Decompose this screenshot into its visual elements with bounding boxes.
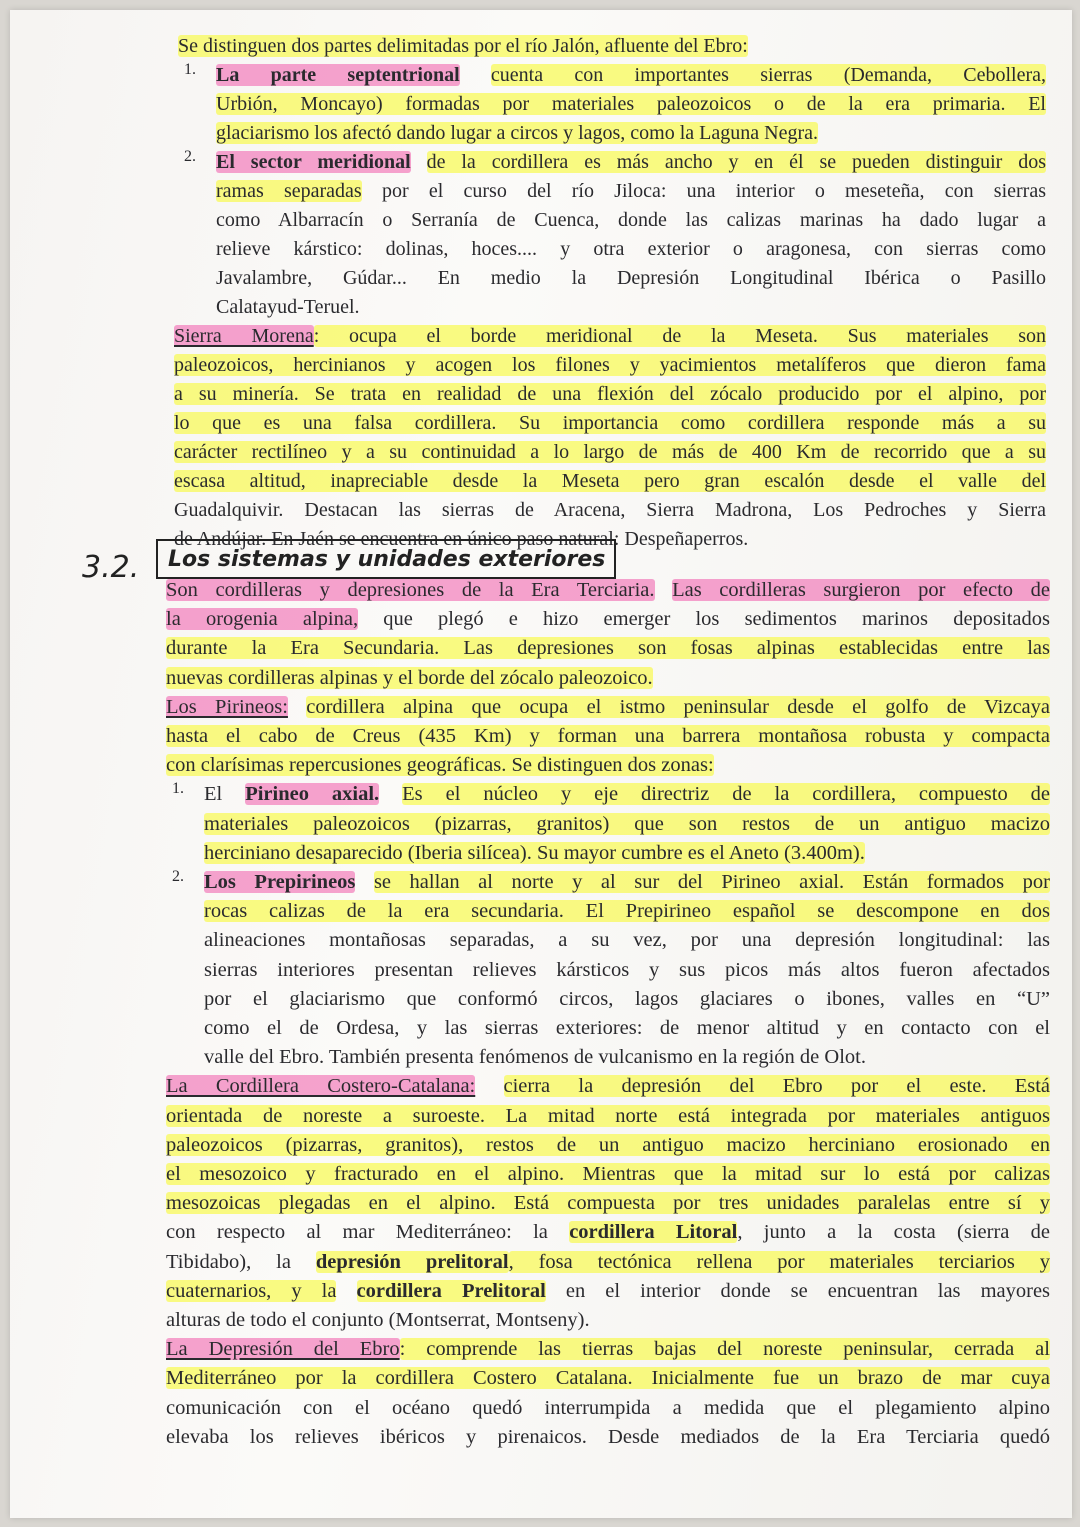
text: Mediterráneo por la cordillera Costero Catalana. Inicialmente fue un brazo de mar cuya xyxy=(166,1367,1050,1390)
text: elevaba los relieves ibéricos y pirenaicos. Desde mediados de la Era Terciaria quedó xyxy=(166,1425,1050,1448)
text: cuaternarios, y la xyxy=(166,1279,337,1302)
text: escasa altitud, inapreciable desde la Meseta pero gran escalón desde el valle del xyxy=(174,470,1046,492)
text: Tibidabo), la xyxy=(166,1250,291,1273)
text: relieve kárstico: dolinas, hoces.... y otra exterior o aragonesa, con sierras como xyxy=(216,238,1046,260)
intro-line xyxy=(178,32,1046,61)
text: Javalambre, Gúdar... En medio la Depresión Longitudinal Ibérica o Pasillo xyxy=(216,267,1046,289)
item-number: 1. xyxy=(184,61,196,78)
text: rocas calizas de la era secundaria. El Prepirineo español se descompone en dos xyxy=(204,900,1050,923)
text: Guadalquivir. Destacan las sierras de Aracena, Sierra Madrona, Los Pedroches y Sierra xyxy=(174,499,1046,521)
text: nuevas cordilleras alpinas y el borde del zócalo paleozoico. xyxy=(166,666,653,689)
sierra-morena-paragraph xyxy=(174,322,1046,554)
text: por el curso del río Jiloca: una interior o meseteña, con sierras xyxy=(381,180,1047,202)
iberico-item-1 xyxy=(178,61,1046,148)
pirineos-item-2 xyxy=(166,868,1050,1072)
text: herciniano desaparecido (Iberia silícea). Su mayor cumbre es el Aneto (3.400m). xyxy=(204,841,865,864)
text: orientada de noreste a suroeste. La mitad norte está integrada por materiales antiguos xyxy=(166,1104,1050,1127)
pirineos-paragraph xyxy=(166,693,1050,1073)
term-prepirineos: Los Prepirineos xyxy=(204,871,356,894)
text: El xyxy=(204,783,223,806)
text: sierras interiores presentan relieves kársticos y sus picos más altos fueron afectados xyxy=(204,958,1050,981)
text: comunicación con el océano quedó interrumpida a medida que el plegamiento alpino xyxy=(166,1396,1050,1419)
text: , junto a la costa (sierra de xyxy=(737,1221,1051,1244)
intro-text: Se distinguen dos partes delimitadas por el río Jalón, afluente del Ebro: xyxy=(178,35,748,57)
iberico-section xyxy=(174,32,1047,554)
term-depresion-prelitoral: depresión prelitoral xyxy=(315,1250,509,1273)
text: glaciarismo los afectó dando lugar a circos y lagos, como la Laguna Negra. xyxy=(216,122,819,144)
depresion-ebro-paragraph xyxy=(166,1335,1050,1452)
exteriores-section xyxy=(166,576,1050,1452)
term-sierra-morena: Sierra Morena xyxy=(174,325,314,347)
text: como el de Ordesa, y las sierras exteriores: de menor altitud y en contacto con el xyxy=(204,1017,1050,1040)
term-pirineos: Los Pirineos: xyxy=(166,695,288,718)
text: por el glaciarismo que conformó circos, lagos glaciares o ibones, valles en “U” xyxy=(204,987,1050,1010)
text: alineaciones montañosas separadas, a su vez, por una depresión longitudinal: las xyxy=(204,929,1050,952)
term-parte-septentrional: La parte septentrional xyxy=(216,64,460,86)
exteriores-intro xyxy=(166,576,1050,693)
section-number: 3.2. xyxy=(82,550,140,585)
text: Urbión, Moncayo) formadas por materiales paleozoicos o de la era primaria. El xyxy=(216,93,1046,115)
term-pirineo-axial: Pirineo axial. xyxy=(245,783,380,806)
term-cordillera-costero-catalana: La Cordillera Costero-Catalana: xyxy=(166,1075,476,1098)
text: con clarísimas repercusiones geográficas. Se distinguen dos zonas: xyxy=(166,754,714,777)
text: se hallan al norte y al sur del Pirineo axial. Están formados por xyxy=(373,871,1051,894)
text: mesozoicas plegadas en el alpino. Está compuesta por tres unidades paralelas entre sí y xyxy=(166,1192,1050,1215)
text: cordillera alpina que ocupa el istmo peninsular desde el golfo de Vizcaya xyxy=(306,695,1050,718)
text: como Albarracín o Serranía de Cuenca, donde las calizas marinas ha dado lugar a xyxy=(216,209,1046,231)
text: : ocupa el borde meridional de la Meseta. Sus materiales son xyxy=(313,325,1046,347)
text: carácter rectilíneo y a su continuidad a lo largo de más de 400 Km de recorrido que a su xyxy=(174,441,1046,463)
text: a su minería. Se trata en realidad de una flexión del zócalo producido por el alpino, por xyxy=(174,383,1046,405)
term-sector-meridional: El sector meridional xyxy=(216,151,411,173)
text: que plegó e hizo emerger los sedimentos marinos depositados xyxy=(383,608,1051,631)
document-page xyxy=(10,10,1072,1518)
page-content xyxy=(10,10,1072,1518)
term-cordillera-litoral: cordillera Litoral xyxy=(569,1221,738,1244)
pirineos-item-1 xyxy=(166,780,1050,868)
section-title: Los sistemas y unidades exteriores xyxy=(156,539,616,579)
text: cierra la depresión del Ebro por el este. Está xyxy=(503,1075,1050,1098)
text: : comprende las tierras bajas del noreste peninsular, cerrada al xyxy=(399,1338,1050,1361)
text: paleozoicos, hercinianos y acogen los filones y yacimientos metalíferos que dieron fama xyxy=(174,354,1046,376)
text: durante la Era Secundaria. Las depresiones son fosas alpinas establecidas entre las xyxy=(166,637,1050,660)
text: Calatayud-Teruel. xyxy=(216,296,360,318)
item-number: 2. xyxy=(172,868,184,886)
text: la orogenia alpina, xyxy=(166,608,359,631)
costero-catalana-paragraph xyxy=(166,1072,1050,1335)
item-number: 2. xyxy=(184,148,196,165)
text: alturas de todo el conjunto (Montserrat, Montseny). xyxy=(166,1309,590,1332)
iberico-item-2 xyxy=(178,148,1046,322)
text: ramas separadas xyxy=(216,180,362,202)
term-depresion-del-ebro: La Depresión del Ebro xyxy=(166,1338,400,1361)
text: Es el núcleo y eje directriz de la cordillera, compuesto de xyxy=(402,783,1051,806)
text: paleozoicos (pizarras, granitos), restos de un antiguo macizo herciniano erosionado en xyxy=(166,1133,1050,1156)
term-cordillera-prelitoral: cordillera Prelitoral xyxy=(356,1279,546,1302)
text: Son cordilleras y depresiones de la Era Terciaria. xyxy=(166,579,655,601)
text: con respecto al mar Mediterráneo: la xyxy=(166,1221,548,1244)
text: el mesozoico y fracturado en el alpino. Mientras que la mitad sur lo está por calizas xyxy=(166,1163,1050,1186)
text: Las cordilleras surgieron por efecto de xyxy=(672,579,1051,601)
text: de la cordillera es más ancho y en él se pueden distinguir dos xyxy=(426,151,1046,173)
text: valle del Ebro. También presenta fenómenos de vulcanismo en la región de Olot. xyxy=(204,1046,866,1069)
text: en el interior donde se encuentran las mayores xyxy=(565,1279,1051,1302)
text: de Andújar. En Jaén se encuentra en único paso natural: Despeñaperros. xyxy=(174,528,749,550)
text: , fosa tectónica rellena por materiales terciarios y xyxy=(508,1250,1050,1273)
item-number: 1. xyxy=(172,780,184,798)
text: lo que es una falsa cordillera. Su importancia como cordillera responde más a su xyxy=(174,412,1046,434)
text: materiales paleozoicos (pizarras, granitos) que son restos de un antiguo macizo xyxy=(204,812,1050,835)
text: cuenta con importantes sierras (Demanda, Cebollera, xyxy=(490,64,1046,86)
text: hasta el cabo de Creus (435 Km) y forman una barrera montañosa robusta y compacta xyxy=(166,725,1050,748)
